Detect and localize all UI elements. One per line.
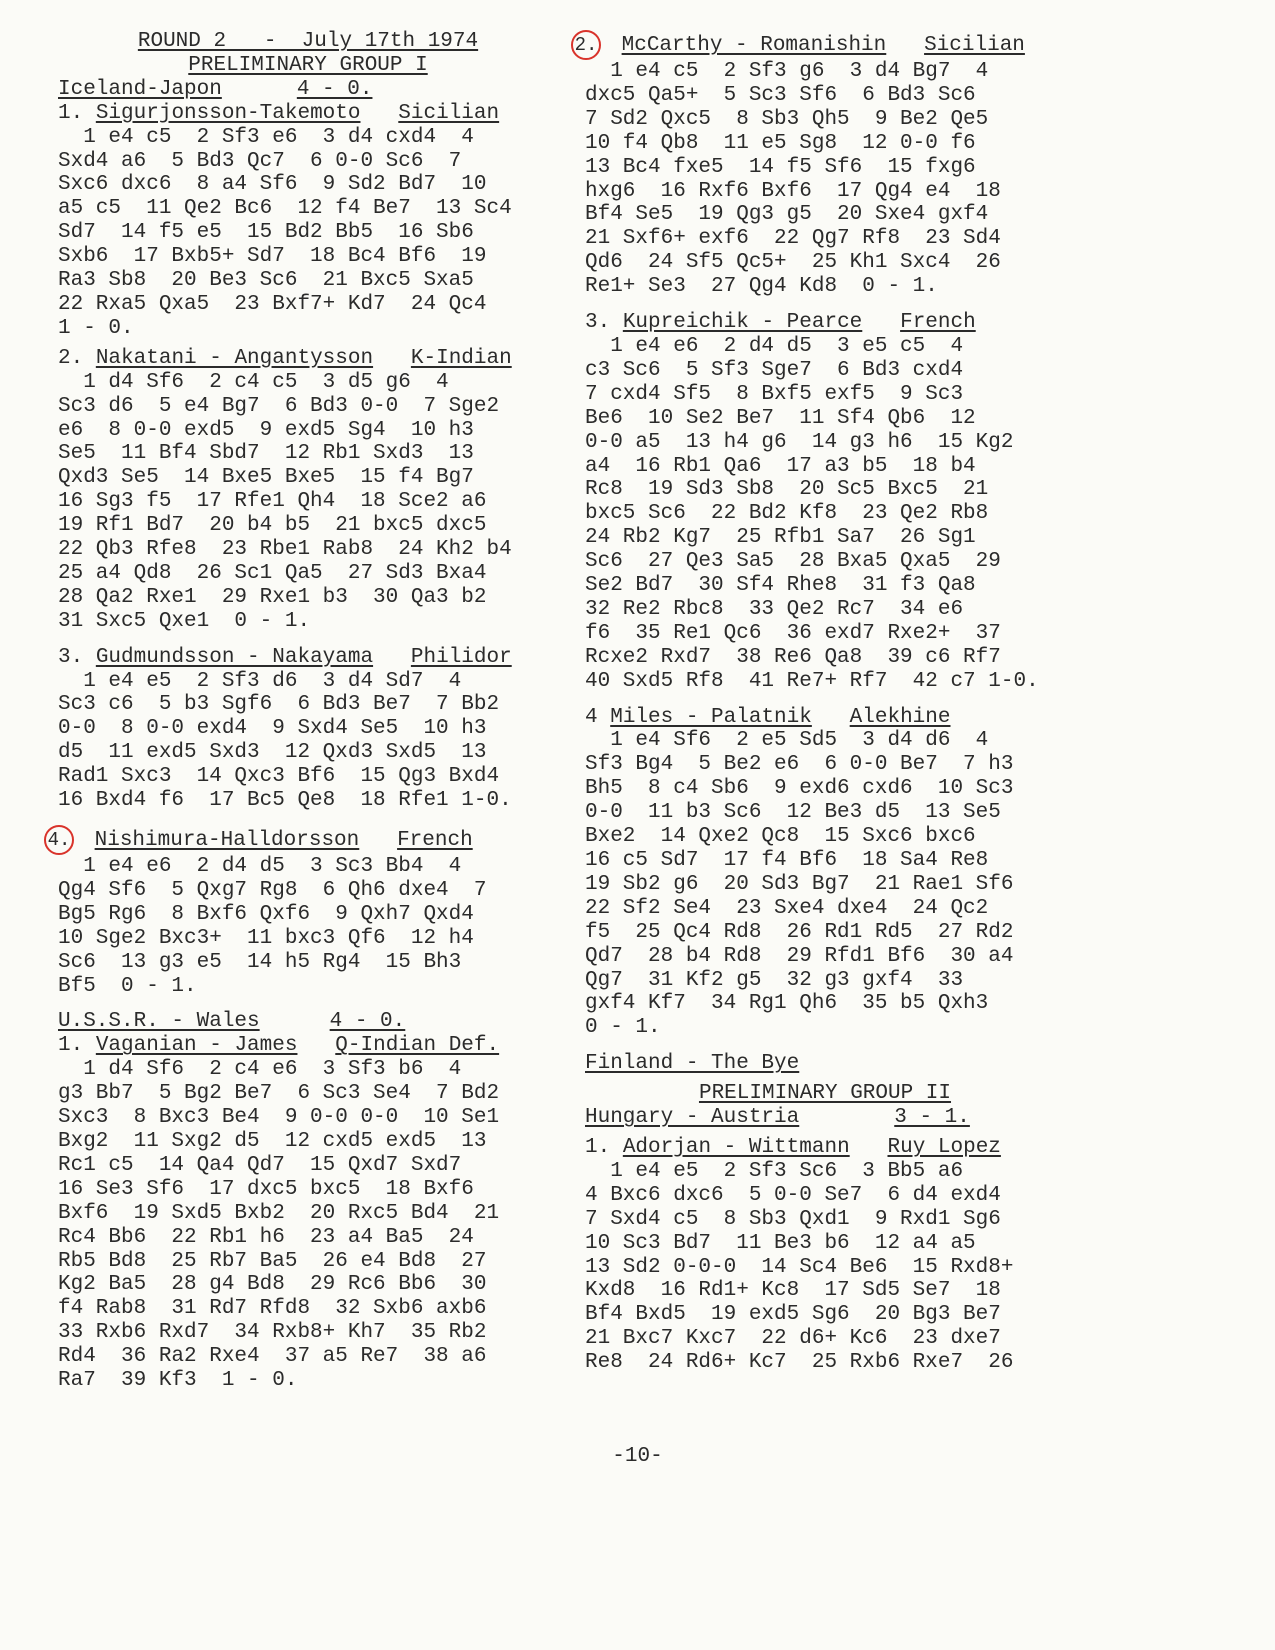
group-title: PRELIMINARY GROUP I: [188, 53, 428, 77]
move-line: c3 Sc6 5 Sf3 Sge7 6 Bd3 cxd4: [585, 358, 964, 382]
game-block: [574, 30, 1065, 299]
move-line: 32 Re2 Rbc8 33 Qe2 Rc7 34 e6: [585, 597, 964, 621]
game-number: 2.: [58, 346, 84, 370]
move-line: 7 Sxd4 c5 8 Sb3 Qxd1 9 Rxd1 Sg6: [585, 1207, 1001, 1231]
game-block: [58, 1034, 558, 1393]
move-line: Qd6 24 Sf5 Qc5+ 25 Kh1 Sxc4 26: [585, 251, 1001, 275]
move-line: Re1+ Se3 27 Qg4 Kd8 0 - 1.: [585, 275, 938, 299]
game-header: [58, 347, 558, 371]
game-opening: French: [900, 311, 976, 335]
move-line: a5 c5 11 Qe2 Bc6 12 f4 Be7 13 Sc4: [58, 197, 512, 221]
move-line: Sxb6 17 Bxb5+ Sd7 18 Bc4 Bf6 19: [58, 245, 487, 269]
move-line: 13 Sd2 0-0-0 14 Sc4 Be6 15 Rxd8+: [585, 1255, 1014, 1279]
group-heading: [58, 54, 558, 78]
move-line: 13 Bc4 fxe5 14 f5 Sf6 15 fxg6: [585, 155, 976, 179]
move-line: 1 e4 e5 2 Sf3 Sc6 3 Bb5 a6: [585, 1159, 964, 1183]
move-line: Rcxe2 Rxd7 38 Re6 Qa8 39 c6 Rf7: [585, 645, 1001, 669]
move-line: a4 16 Rb1 Qa6 17 a3 b5 18 b4: [585, 454, 976, 478]
game-players: Adorjan - Wittmann: [622, 1135, 850, 1159]
move-line: 33 Rxb6 Rxd7 34 Rxb8+ Kh7 35 Rb2: [58, 1321, 487, 1345]
move-line: 21 Sxf6+ exf6 22 Qg7 Rf8 23 Sd4: [585, 227, 1001, 251]
game-players: Miles - Palatnik: [610, 705, 812, 729]
move-line: Se2 Bd7 30 Sf4 Rhe8 31 f3 Qa8: [585, 574, 976, 598]
game-number: 3.: [58, 645, 84, 669]
move-line: Sxd4 a6 5 Bd3 Qc7 6 0-0 Sc6 7: [58, 149, 462, 173]
move-line: Kg2 Ba5 28 g4 Bd8 29 Rc6 Bb6 30: [58, 1273, 487, 1297]
match-header: [585, 1106, 1065, 1130]
game-block: [585, 1136, 1065, 1375]
move-line: Sc3 d6 5 e4 Bg7 6 Bd3 0-0 7 Sge2: [58, 394, 500, 418]
move-line: 1 d4 Sf6 2 c4 e6 3 Sf3 b6 4: [58, 1058, 462, 1082]
game-block: [47, 825, 558, 998]
group-heading: [585, 1082, 1065, 1106]
move-line: Rc4 Bb6 22 Rb1 h6 23 a4 Ba5 24: [58, 1225, 474, 1249]
round-title: ROUND 2 - July 17th 1974: [137, 30, 479, 53]
move-line: 40 Sxd5 Rf8 41 Re7+ Rf7 42 c7 1-0.: [585, 669, 1039, 693]
game-players: Nishimura-Halldorsson: [94, 829, 360, 852]
move-line: gxf4 Kf7 34 Rg1 Qh6 35 b5 Qxh3: [585, 992, 989, 1016]
move-line: Bxf6 19 Sxd5 Bxb2 20 Rxc5 Bd4 21: [58, 1201, 500, 1225]
move-line: Rad1 Sxc3 14 Qxc3 Bf6 15 Qg3 Bxd4: [58, 765, 500, 789]
game-header: [585, 706, 1065, 730]
game-players: Nakatani - Angantysson: [95, 346, 374, 370]
move-line: Bf4 Bxd5 19 exd5 Sg6 20 Bg3 Be7: [585, 1303, 1001, 1327]
match-teams: Hungary - Austria: [585, 1106, 800, 1130]
game-players: Vaganian - James: [95, 1034, 298, 1058]
move-line: 1 e4 c5 2 Sf3 e6 3 d4 cxd4 4: [58, 125, 474, 149]
match-teams: U.S.S.R. - Wales: [58, 1010, 260, 1034]
move-line: 16 c5 Sd7 17 f4 Bf6 18 Sa4 Re8: [585, 849, 989, 872]
game-players: Gudmundsson - Nakayama: [95, 645, 374, 669]
move-line: Rd4 36 Ra2 Rxe4 37 a5 Re7 38 a6: [58, 1345, 487, 1369]
move-line: 25 a4 Qd8 26 Sc1 Qa5 27 Sd3 Bxa4: [58, 561, 487, 585]
move-line: Bf4 Se5 19 Qg3 g5 20 Sxe4 gxf4: [585, 203, 989, 227]
move-line: Sf3 Bg4 5 Be2 e6 6 0-0 Be7 7 h3: [585, 753, 1014, 777]
move-line: Sc6 13 g3 e5 14 h5 Rg4 15 Bh3: [58, 950, 462, 974]
move-line: Rc8 19 Sd3 Sb8 20 Sc5 Bxc5 21: [585, 478, 989, 502]
move-line: 22 Qb3 Rfe8 23 Rbe1 Rab8 24 Kh2 b4: [58, 538, 512, 562]
game-header: [58, 102, 558, 126]
move-line: 10 f4 Qb8 11 e5 Sg8 12 0-0 f6: [585, 131, 976, 155]
game-players: McCarthy - Romanishin: [621, 34, 887, 57]
match-score: 3 - 1.: [894, 1106, 970, 1130]
game-block: [585, 706, 1065, 1041]
move-line: Ra7 39 Kf3 1 - 0.: [58, 1369, 298, 1393]
move-line: d5 11 exd5 Sxd3 12 Qxd3 Sxd5 13: [58, 741, 487, 765]
game-number: 4: [585, 705, 598, 729]
move-line: Se5 11 Bf4 Sbd7 12 Rb1 Sxd3 13: [58, 442, 474, 466]
move-line: 0-0 8 0-0 exd4 9 Sxd4 Se5 10 h3: [58, 717, 487, 741]
match-score: 4 - 0.: [329, 1010, 406, 1034]
move-line: 16 Sg3 f5 17 Rfe1 Qh4 18 Sce2 a6: [58, 490, 487, 514]
game-opening: Ruy Lopez: [887, 1135, 1001, 1159]
move-line: dxc5 Qa5+ 5 Sc3 Sf6 6 Bd3 Sc6: [585, 83, 976, 107]
match-score: 4 - 0.: [296, 77, 373, 101]
move-line: Bg5 Rg6 8 Bxf6 Qxf6 9 Qxh7 Qxd4: [58, 902, 474, 926]
move-line: 22 Sf2 Se4 23 Sxe4 dxe4 24 Qc2: [585, 896, 989, 920]
move-line: Qxd3 Se5 14 Bxe5 Bxe5 15 f4 Bg7: [58, 466, 474, 490]
move-line: Rb5 Bd8 25 Rb7 Ba5 26 e4 Bd8 27: [58, 1249, 487, 1273]
move-line: Bh5 8 c4 Sb6 9 exd6 cxd6 10 Sc3: [585, 777, 1014, 801]
move-line: hxg6 16 Rxf6 Bxf6 17 Qg4 e4 18: [585, 179, 1001, 203]
game-opening: K-Indian: [410, 346, 512, 370]
game-opening: Philidor: [410, 645, 512, 669]
move-line: 0-0 11 b3 Sc6 12 Be3 d5 13 Se5: [585, 801, 1001, 825]
move-line: 1 e4 e5 2 Sf3 d6 3 d4 Sd7 4: [58, 669, 462, 693]
game-number: 3.: [585, 311, 611, 335]
game-number: 4.: [44, 825, 74, 855]
move-line: 24 Rb2 Kg7 25 Rfb1 Sa7 26 Sg1: [585, 526, 976, 550]
move-line: 1 - 0.: [58, 316, 134, 340]
move-line: 1 e4 c5 2 Sf3 g6 3 d4 Bg7 4: [585, 60, 989, 83]
game-number: 1.: [585, 1135, 611, 1159]
game-header: [58, 646, 558, 670]
move-line: 21 Bxc7 Kxc7 22 d6+ Kc6 23 dxe7: [585, 1327, 1001, 1351]
move-line: Re8 24 Rd6+ Kc7 25 Rxb6 Rxe7 26: [585, 1351, 1014, 1375]
move-line: Kxd8 16 Rd1+ Kc8 17 Sd5 Se7 18: [585, 1279, 1001, 1303]
right-column: [574, 30, 1065, 1375]
move-line: Sc6 27 Qe3 Sa5 28 Bxa5 Qxa5 29: [585, 550, 1001, 574]
game-header: [58, 1034, 558, 1058]
move-line: Sc3 c6 5 b3 Sgf6 6 Bd3 Be7 7 Bb2: [58, 693, 500, 717]
match-teams: Iceland-Japon: [58, 77, 222, 101]
move-line: Bxe2 14 Qxe2 Qc8 15 Sxc6 bxc6: [585, 825, 976, 849]
game-header: [574, 30, 1065, 60]
move-line: 1 d4 Sf6 2 c4 c5 3 d5 g6 4: [58, 370, 449, 394]
move-line: 1 e4 Sf6 2 e5 Sd5 3 d4 d6 4: [585, 729, 989, 753]
move-line: 31 Sxc5 Qxe1 0 - 1.: [58, 609, 311, 633]
move-line: 1 e4 e6 2 d4 d5 3 Sc3 Bb4 4: [58, 855, 462, 878]
round-heading: [58, 30, 558, 54]
game-number: 1.: [58, 101, 84, 125]
move-line: Ra3 Sb8 20 Be3 Sc6 21 Bxc5 Sxa5: [58, 269, 474, 293]
move-line: 7 Sd2 Qxc5 8 Sb3 Qh5 9 Be2 Qe5: [585, 107, 989, 131]
match-header: [58, 1010, 558, 1034]
game-opening: Sicilian: [398, 101, 500, 125]
move-line: bxc5 Sc6 22 Bd2 Kf8 23 Qe2 Rb8: [585, 502, 989, 526]
move-line: Sxc3 8 Bxc3 Be4 9 0-0 0-0 10 Se1: [58, 1106, 500, 1130]
group-title: PRELIMINARY GROUP II: [698, 1082, 952, 1106]
game-block: [585, 311, 1065, 694]
move-line: 0 - 1.: [585, 1016, 661, 1040]
move-line: Sd7 14 f5 e5 15 Bd2 Bb5 16 Sb6: [58, 221, 474, 245]
game-opening: Sicilian: [924, 34, 1025, 57]
move-line: 28 Qa2 Rxe1 29 Rxe1 b3 30 Qa3 b2: [58, 585, 487, 609]
left-column: [47, 30, 558, 1393]
move-line: 19 Sb2 g6 20 Sd3 Bg7 21 Rae1 Sf6: [585, 872, 1014, 896]
move-line: Be6 10 Se2 Be7 11 Sf4 Qb6 12: [585, 406, 976, 430]
move-line: 22 Rxa5 Qxa5 23 Bxf7+ Kd7 24 Qc4: [58, 292, 487, 316]
move-line: g3 Bb7 5 Bg2 Be7 6 Sc3 Se4 7 Bd2: [58, 1082, 500, 1106]
game-players: Sigurjonsson-Takemoto: [95, 101, 361, 125]
move-line: f4 Rab8 31 Rd7 Rfd8 32 Sxb6 axb6: [58, 1297, 487, 1321]
move-line: f5 25 Qc4 Rd8 26 Rd1 Rd5 27 Rd2: [585, 920, 1014, 944]
move-line: 19 Rf1 Bd7 20 b4 b5 21 bxc5 dxc5: [58, 514, 487, 538]
move-line: Bxg2 11 Sxg2 d5 12 cxd5 exd5 13: [58, 1129, 487, 1153]
move-line: Qd7 28 b4 Rd8 29 Rfd1 Bf6 30 a4: [585, 944, 1014, 968]
game-opening: Alekhine: [849, 705, 951, 729]
move-line: 10 Sc3 Bd7 11 Be3 b6 12 a4 a5: [585, 1231, 976, 1255]
move-line: 10 Sge2 Bxc3+ 11 bxc3 Qf6 12 h4: [58, 926, 474, 950]
game-players: Kupreichik - Pearce: [622, 311, 863, 335]
move-line: 16 Se3 Sf6 17 dxc5 bxc5 18 Bxf6: [58, 1177, 474, 1201]
game-opening: Q-Indian Def.: [335, 1034, 500, 1058]
move-line: 1 e4 e6 2 d4 d5 3 e5 c5 4: [585, 334, 964, 358]
match-header: [58, 78, 558, 102]
move-line: 16 Bxd4 f6 17 Bc5 Qe8 18 Rfe1 1-0.: [58, 789, 512, 813]
game-opening: French: [397, 829, 473, 852]
move-line: 0-0 a5 13 h4 g6 14 g3 h6 15 Kg2: [585, 430, 1014, 454]
move-line: Rc1 c5 14 Qa4 Qd7 15 Qxd7 Sxd7: [58, 1153, 462, 1177]
game-block: [58, 102, 558, 341]
move-line: Qg7 31 Kf2 g5 32 g3 gxf4 33: [585, 968, 964, 992]
bye-text: Finland - The Bye: [585, 1052, 800, 1076]
game-block: [58, 646, 558, 813]
bye-line: [585, 1052, 1065, 1076]
game-header: [585, 311, 1065, 335]
game-header: [47, 825, 558, 855]
move-line: 4 Bxc6 dxc6 5 0-0 Se7 6 d4 exd4: [585, 1183, 1001, 1207]
move-line: e6 8 0-0 exd5 9 exd5 Sg4 10 h3: [58, 418, 474, 442]
move-line: 7 cxd4 Sf5 8 Bxf5 exf5 9 Sc3: [585, 382, 964, 406]
game-number: 2.: [571, 30, 601, 60]
move-line: Sxc6 dxc6 8 a4 Sf6 9 Sd2 Bd7 10: [58, 173, 487, 197]
game-block: [58, 347, 558, 634]
game-number: 1.: [58, 1034, 84, 1058]
move-line: f6 35 Re1 Qc6 36 exd7 Rxe2+ 37: [585, 621, 1001, 645]
game-header: [585, 1136, 1065, 1160]
move-line: Bf5 0 - 1.: [58, 974, 197, 998]
page-number: -10-: [612, 1445, 663, 1468]
move-line: Qg4 Sf6 5 Qxg7 Rg8 6 Qh6 dxe4 7: [58, 878, 487, 902]
